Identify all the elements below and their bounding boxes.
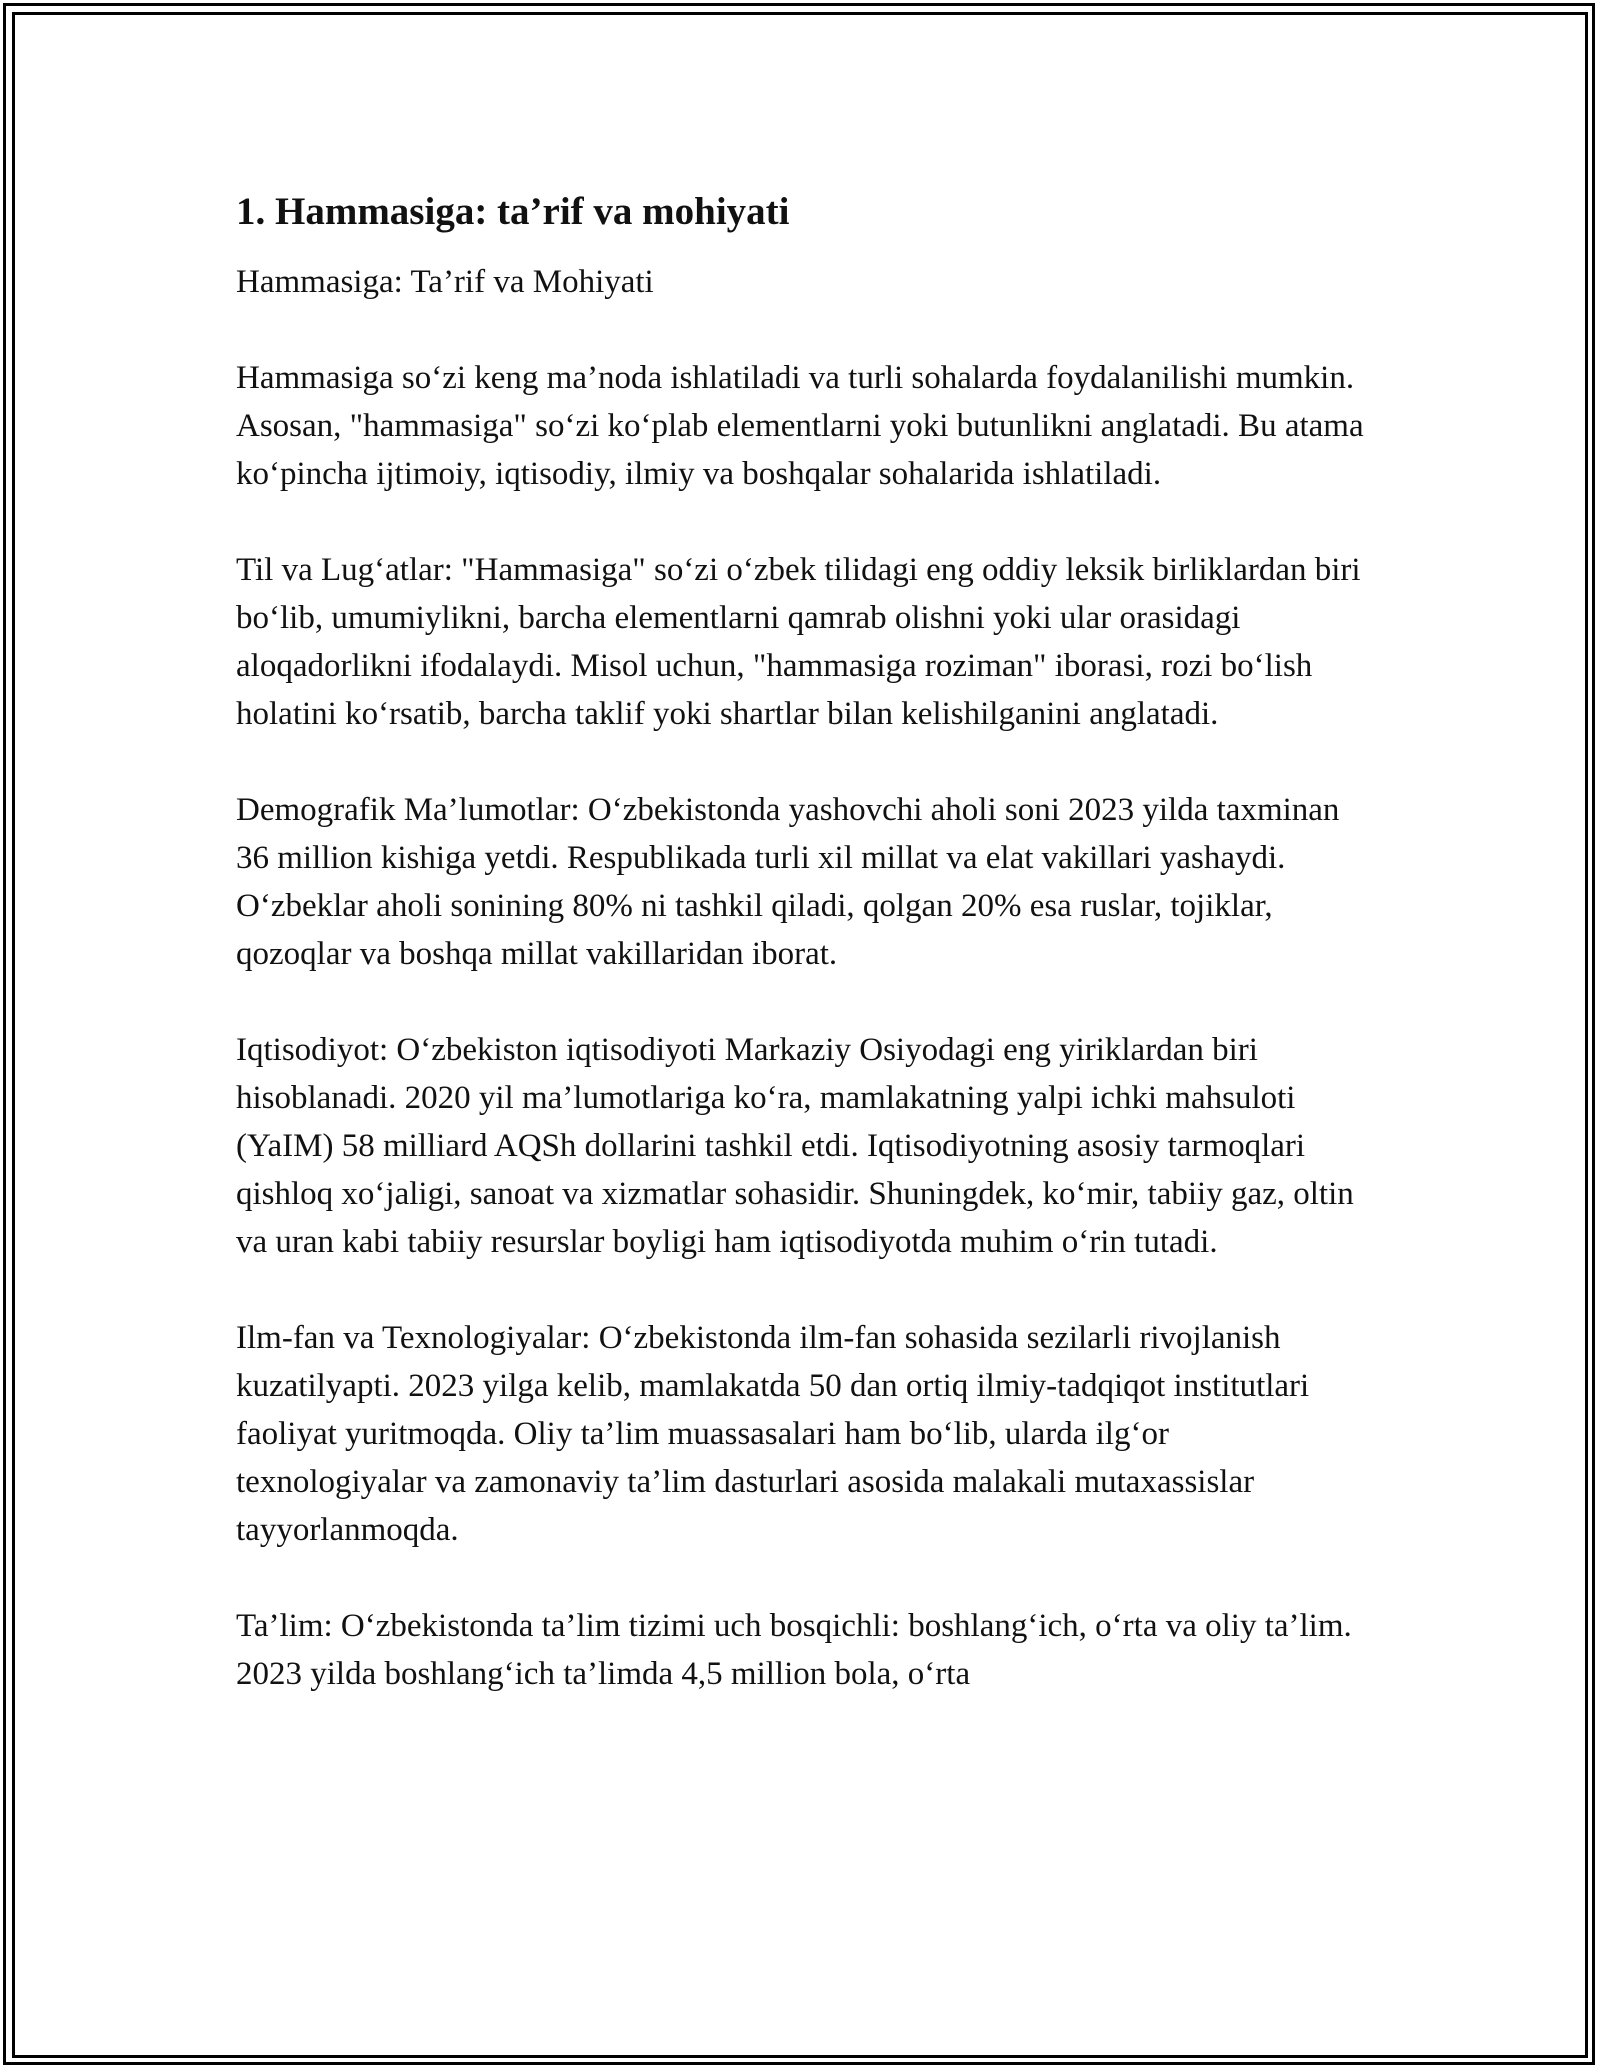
paragraph-language: Til va Lug‘atlar: "Hammasiga" so‘zi o‘zbek tilidagi eng oddiy leksik birliklardan biri bo‘lib, umumiylikni, barcha elementlarni qamrab olishni yoki ular orasidagi aloqadorlikni ifodalaydi. Misol uchun, "hammasiga roziman" iborasi, rozi bo‘lish holatini ko‘rsatib, barcha taklif yoki shartlar bilan kelishilganini anglatadi.	[236, 552, 1361, 732]
paragraph-science: Ilm-fan va Texnologiyalar: O‘zbekistonda ilm-fan sohasida sezilarli rivojlanish kuzatilyapti. 2023 yilga kelib, mamlakatda 50 dan ortiq ilmiy-tadqiqot institutlari faoliyat yuritmoqda. Oliy ta’lim muassasalari ham bo‘lib, ularda ilg‘or texnologiyalar va zamonaviy ta’lim dasturlari asosida malakali mutaxassislar tayyorlanmoqda.	[236, 1320, 1310, 1548]
paragraph-demographics: Demografik Ma’lumotlar: O‘zbekistonda yashovchi aholi soni 2023 yilda taxminan 36 million kishiga yetdi. Respublikada turli xil millat va elat vakillari yashaydi. O‘zbeklar aholi sonining 80% ni tashkil qiladi, qolgan 20% esa ruslar, tojiklar, qozoqlar va boshqa millat vakillaridan iborat.	[236, 792, 1340, 972]
document-body	[236, 188, 1366, 1746]
section-subtitle: Hammasiga: Ta’rif va Mohiyati	[236, 264, 654, 300]
paragraph-intro: Hammasiga so‘zi keng ma’noda ishlatiladi va turli sohalarda foydalanilishi mumkin. Asosan, "hammasiga" so‘zi ko‘plab elementlarni yoki butunlikni anglatadi. Bu atama ko‘pincha ijtimoiy, iqtisodiy, ilmiy va boshqalar sohalarida ishlatiladi.	[236, 360, 1364, 492]
paragraph-education: Ta’lim: O‘zbekistonda ta’lim tizimi uch bosqichli: boshlang‘ich, o‘rta va oliy ta’lim. 2023 yilda boshlang‘ich ta’limda 4,5 million bola, o‘rta	[236, 1608, 1352, 1692]
paragraph-economy: Iqtisodiyot: O‘zbekiston iqtisodiyoti Markaziy Osiyodagi eng yiriklardan biri hisoblanadi. 2020 yil ma’lumotlariga ko‘ra, mamlakatning yalpi ichki mahsuloti (YaIM) 58 milliard AQSh dollarini tashkil etdi. Iqtisodiyotning asosiy tarmoqlari qishloq xo‘jaligi, sanoat va xizmatlar sohasidir. Shuningdek, ko‘mir, tabiiy gaz, oltin va uran kabi tabiiy resurslar boyligi ham iqtisodiyotda muhim o‘rin tutadi.	[236, 1032, 1354, 1260]
section-heading: 1. Hammasiga: ta’rif va mohiyati	[236, 190, 790, 233]
